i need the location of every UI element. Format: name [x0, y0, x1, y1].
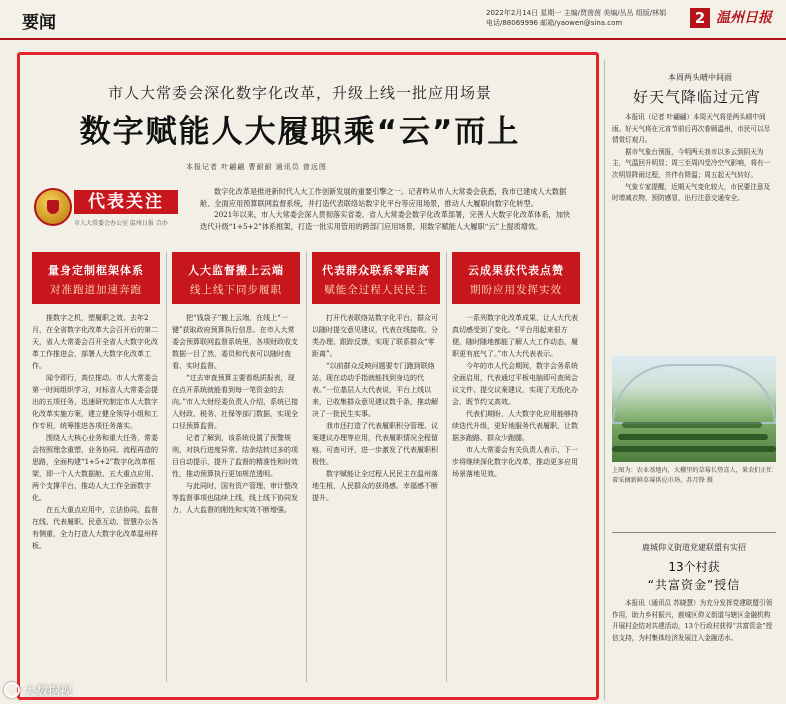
subheading-title: 代表群众联系零距离: [322, 264, 430, 277]
page-number: 2: [690, 8, 710, 28]
paragraph: 把“钱袋子”搬上云端，在线上“一键”获取政府预算执行信息。在市人大常委会预算联网监督系统里，各项财政收支数据一目了然，委员和代表可以随时查看、实时监督。: [172, 314, 298, 370]
subheading-3: [312, 252, 440, 304]
article-column-2: [172, 312, 300, 686]
sidebar2-headline-line2: “共富资金”授信: [647, 578, 741, 592]
sidebar-headline: 好天气降临过元宵: [632, 88, 761, 106]
subheading-subtitle: 期盼应用发挥实效: [470, 284, 562, 296]
paragraph: 记者了解到，该系统设置了预警规则，对执行进度异常、结余结转过多的项目自动提示，提升了监督的精准性和时效性，推动预算执行更加规范透明。: [172, 434, 298, 478]
column-divider: [446, 252, 447, 682]
paragraph: 闻令即行，高位推动。市人大常委会第一时间组织学习，对标省人大常委会提出的五项任务，迅速研究制定市人大数字化改革实施方案，建立健全领导小组和工作专班，统筹推进各项任务落实。: [32, 374, 158, 430]
subheading-subtitle: 对准跑道加速奔跑: [50, 284, 142, 296]
column-badge: [34, 182, 180, 234]
sidebar2-kicker: 鹿城仰义街道党建联盟有实招: [642, 543, 746, 552]
watermark-text: 大数据视: [24, 683, 73, 698]
sidebar2-headline-line1: 13个村获: [668, 560, 720, 574]
subheading-4: [452, 252, 580, 304]
greenhouse-arch: [612, 364, 776, 424]
sidebar-article-body: [612, 112, 776, 350]
paragraph: 市人大常委会有关负责人表示，下一步将继续深化数字化改革，推动更多应用场景落地见效。: [452, 446, 578, 478]
paragraph: 打开代表联络站数字化平台，群众可以随时提交意见建议，代表在线接收、分类办理、跟踪反馈，实现了联系群众“零距离”。: [312, 314, 438, 358]
crop-row: [612, 446, 776, 452]
column-badge-subtitle: 市人大常委会办公室 温州日报 合办: [74, 220, 168, 227]
paragraph: 气象专家提醒，近期天气变化较大，市民要注意及时增减衣物，预防感冒，出行注意交通安全。: [612, 182, 771, 203]
subheading-title: 量身定制框架体系: [48, 264, 144, 277]
newspaper-logo: 温州日报: [716, 10, 772, 26]
paragraph: 今年的市人代会期间，数字会务系统全面启用，代表通过平板电脑即可查阅会议文件、提交议案建议，实现了无纸化办会，既节约又高效。: [452, 362, 578, 406]
article-lede: [200, 186, 574, 232]
paragraph: 在五大重点应用中，立法协同、监督在线、代表履职、民意互动、智慧办公各有侧重，全力打造人大数字化改革温州样板。: [32, 506, 158, 550]
emblem-icon: [34, 188, 72, 226]
subheading-subtitle: 赋能全过程人民民主: [324, 284, 428, 296]
masthead: [0, 0, 786, 40]
paragraph: 一系列数字化改革成果，让人大代表真切感受到了变化。“平台用起来很方便，随时随地都能了解人大工作动态，履职更有底气了。”市人大代表表示。: [452, 314, 578, 358]
sidebar2-article-body: [612, 598, 776, 698]
article-kicker: 市人大常委会深化数字化改革，升级上线一批应用场景: [107, 84, 492, 102]
paragraph: 据市气象台预报，今明两天我市以多云到阴天为主，气温回升明显；周三至周四受冷空气影响，将有一次明显降雨过程，并伴有降温；周五起天气转好。: [612, 147, 771, 179]
subheading-1: [32, 252, 160, 304]
article-byline: 本报记者 叶翩翩 曹耐耐 通讯员 曾远图: [186, 163, 327, 171]
article-column-3: [312, 312, 440, 686]
lede-paragraph: 2021年以来，市人大常委会深入贯彻落实省委、省人大常委会数字化改革部署，完善人大数字化改革体系，加快迭代升级“1+5+2”体系框架，打造一批实用管用的跨部门应用场景，用数字赋能人大履职“云”上提质增效。: [200, 210, 571, 231]
photo-caption: 上图为：农业基地内，大棚里的草莓长势喜人，果农们正忙着采摘新鲜草莓供应市场。苏月锋 摄: [612, 467, 773, 484]
subheading-title: 云成果获代表点赞: [468, 264, 564, 277]
paragraph: “过去审查预算主要看纸质报表，现在点开系统就能看到每一笔资金的去向。”市人大财经委负责人介绍，系统已接入财政、税务、社保等部门数据，实现全口径预算监督。: [172, 374, 299, 430]
lede-paragraph: 数字化改革是推进新时代人大工作创新发展的重要引擎之一。记者昨从市人大常委会获悉，我市已建成人大数据舱、全面应用预算联网监督系统，并打造代表联络站数字化平台等应用场景，推动人大履职向数字化转型。: [200, 187, 567, 208]
subheading-subtitle: 线上线下同步履职: [190, 284, 282, 296]
sidebar-divider: [604, 60, 605, 700]
column-divider: [166, 252, 167, 682]
article-headline: 数字赋能人大履职乘“云”而上: [79, 114, 521, 150]
crop-row: [622, 422, 762, 428]
article-column-1: [32, 312, 160, 686]
masthead-info-line1: 2022年2月14日 星期一 主编/贾茵茵 美编/丛丛 组版/林娟: [486, 9, 667, 17]
paragraph: 代表们期盼，人大数字化应用能够持续迭代升级，更好地服务代表履职，让数据多跑路、群众少跑腿。: [452, 410, 578, 442]
paragraph: 围绕人大核心业务和重大任务，常委会按照理念重塑、业务协同、流程再造的思路，全面构建“1+5+2”数字化改革框架，即一个人大数据舱、五大重点应用、两个支撑平台，推动人大工作全面数字化。: [32, 434, 158, 502]
subheading-title: 人大监督搬上云端: [188, 264, 284, 277]
watermark-logo-icon: [4, 682, 20, 698]
paragraph: 与此同时，国有资产管理、审计整改等监督事项也陆续上线，线上线下协同发力，人大监督的刚性和实效不断增强。: [172, 482, 298, 514]
watermark: [4, 680, 72, 700]
column-divider: [306, 252, 307, 682]
column-badge-title: 代表关注: [74, 190, 178, 214]
paragraph: “以前群众反映问题要专门跑到联络站，现在动动手指就能找到身边的代表。”一位基层人大代表说，平台上线以来，已收集群众意见建议数千条，推动解决了一批民生实事。: [312, 362, 438, 418]
crop-row: [618, 434, 768, 440]
article-column-4: [452, 312, 580, 686]
paragraph: 数字赋能让全过程人民民主在温州落地生根，人民群众的获得感、幸福感不断提升。: [312, 470, 438, 502]
greenhouse-photo: [612, 356, 776, 462]
paragraph: 推数字之机，塑履职之效。去年2月，在全省数字化改革大会召开后的第二天，省人大常委会召开全省人大数字化改革工作推进会，部署人大数字化改革工作。: [32, 314, 158, 370]
section-name: 要闻: [22, 13, 56, 33]
paragraph: 我市还打造了代表履职积分管理、议案建议办理等应用，代表履职情况全程留痕、可查可评，进一步激发了代表履职积极性。: [312, 422, 438, 466]
sidebar-kicker: 本周两头晴中间雨: [668, 73, 732, 82]
subheading-2: [172, 252, 300, 304]
masthead-info-line2: 电话/88069996 邮箱/yaowen@sina.com: [486, 19, 623, 27]
sidebar-separator: [612, 532, 776, 533]
paragraph: 本报讯（通讯员 苏晓慧）为充分发挥党建联盟引领作用，助力乡村振兴，鹿城区仰义街道与辖区金融机构开展村企结对共建活动，13个行政村获得“共富资金”授信支持，为村集体经济发展注入金融活水。: [612, 599, 773, 642]
paragraph: 本报讯（记者 叶翩翩）本周天气将是两头晴中间雨。好天气将在元宵节前后再次眷顾温州，市民可以尽情赏灯观月。: [612, 113, 771, 145]
masthead-info: [486, 8, 666, 28]
